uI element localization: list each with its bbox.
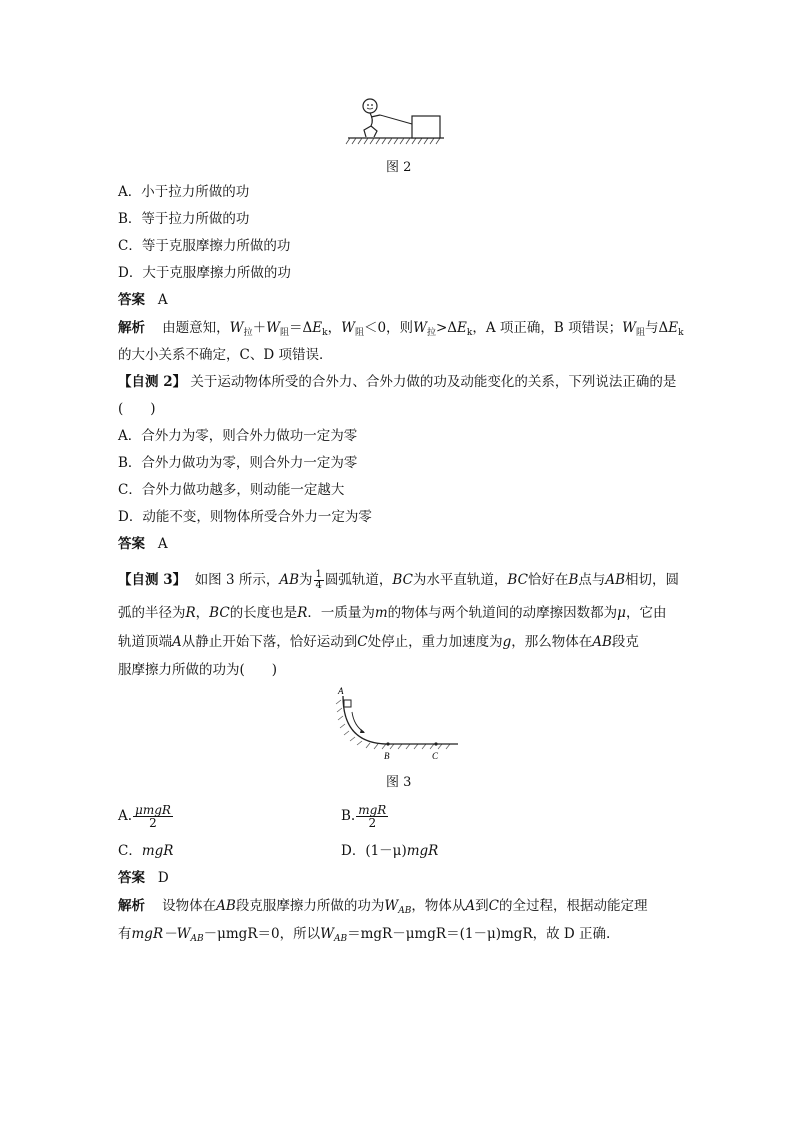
question-text: ，它由: [625, 605, 667, 621]
question-3-line-1: [118, 568, 679, 592]
fraction-denominator: 2: [368, 816, 377, 830]
question-tag: 【自测 3】: [118, 572, 187, 588]
q3-option-a: [118, 797, 174, 835]
math-expr: ＝mgR－μmgR＝(1－μ)mgR: [347, 926, 533, 942]
analysis-3-line-2: [118, 925, 610, 948]
analysis-text: ＜0，则: [363, 320, 414, 336]
analysis-text: ，A 项正确，B 项错误；: [472, 320, 623, 336]
fraction-b: [356, 804, 388, 829]
math-sub: AB: [398, 906, 412, 916]
math-w: W: [266, 320, 280, 336]
math-bc: BC: [507, 572, 528, 588]
question-text: 段克: [611, 634, 639, 650]
math-e: E: [457, 320, 467, 336]
question-text: 为水平直轨道，: [412, 572, 508, 588]
question-text: 点与: [578, 572, 606, 588]
math-r: R: [297, 605, 308, 621]
answer-3: [118, 869, 169, 887]
math-w: W: [341, 320, 355, 336]
question-text: ，那么物体在: [511, 634, 593, 650]
analysis-1-line-1: 解析 由题意知，$W_拉+W_阻=\Delta E_k$，$W_阻<0$，则$W_拉>\Delta E_k$，A 项正确，B 项错误；$W_阻$与$\Delta E_k$: [118, 320, 684, 338]
option-prefix: A.: [118, 808, 133, 824]
label-c: C: [432, 751, 439, 761]
option-a: A．小于拉力所做的功: [118, 184, 250, 200]
answer-1: [118, 291, 168, 309]
math-w: W: [320, 926, 334, 942]
math-bc: BC: [392, 572, 413, 588]
math-g: g: [502, 634, 512, 650]
question-3-line-3: [118, 633, 639, 651]
math-b: B: [568, 572, 579, 588]
math-ab: AB: [216, 898, 236, 914]
math-c: C: [357, 634, 368, 650]
fraction-denominator: 4: [315, 580, 322, 591]
math-e: E: [312, 320, 323, 336]
question-text: 关于运动物体所受的合外力、合外力做的功及动能变化的关系，下列说法正确的是: [190, 374, 677, 390]
fraction-numerator: μmgR: [135, 803, 171, 817]
math-bc: BC: [209, 605, 230, 621]
question-3-line-2: [118, 604, 666, 622]
figure-3-drawing: [328, 686, 462, 764]
math-w: W: [413, 320, 427, 336]
analysis-text: 有: [118, 926, 132, 942]
math-w: W: [384, 898, 399, 914]
math-sub: k: [466, 328, 473, 338]
question-text: ．一质量为: [307, 605, 375, 621]
fraction-quarter: [314, 570, 324, 591]
analysis-label: 解析: [118, 898, 145, 914]
analysis-text: 的全过程，根据动能定理: [498, 898, 648, 914]
math-sub: k: [322, 328, 328, 338]
fraction-a: [133, 804, 173, 829]
question-text: 的物体与两个轨道间的动摩擦因数都为: [387, 605, 618, 621]
option-prefix: B.: [341, 808, 356, 824]
option-d: D．大于克服摩擦力所做的功: [118, 265, 291, 281]
q2-option-b: B．合外力做功为零，则合外力一定为零: [118, 455, 358, 471]
answer-label: 答案: [118, 292, 145, 308]
math-e: E: [668, 320, 679, 336]
option-prefix: C．: [118, 843, 142, 859]
answer-2: [118, 535, 168, 553]
option-value: (1－μ): [365, 843, 407, 859]
q2-option-c: C．合外力做功越多，则动能一定越大: [118, 482, 345, 498]
math-w: W: [229, 320, 244, 336]
question-text: 相切，圆: [625, 572, 680, 588]
math-op: >Δ: [435, 320, 458, 336]
math-sub: AB: [333, 934, 348, 944]
option-value: mgR: [406, 843, 439, 859]
math-sub: k: [678, 328, 684, 338]
math-op: ＝Δ: [288, 320, 313, 336]
math-op: ＋: [252, 320, 267, 336]
answer-value: D: [157, 870, 169, 886]
option-c: C．等于克服摩擦力所做的功: [118, 238, 291, 254]
question-text: 处停止，重力加速度为: [367, 634, 503, 650]
figure-2-drawing: [340, 96, 446, 148]
analysis-3-line-1: [118, 897, 647, 920]
analysis-label: 解析: [118, 320, 145, 336]
analysis-text: 到: [475, 898, 489, 914]
math-a: A: [172, 634, 182, 650]
q3-option-c: [118, 842, 173, 860]
answer-value: A: [157, 292, 168, 308]
question-text: ，: [195, 605, 210, 621]
question-text: 为: [299, 572, 313, 588]
option-value: mgR: [141, 843, 174, 859]
q2-option-d: D．动能不变，则物体所受合外力一定为零: [118, 509, 372, 525]
question-3-line-4: 服摩擦力所做的功为( ): [118, 662, 278, 678]
q3-option-b: [341, 797, 389, 835]
math-sub: 拉: [243, 328, 253, 338]
label-a: A: [338, 686, 344, 696]
question-text: 从静止开始下落，恰好运动到: [181, 634, 358, 650]
figure-2-caption: 图 2: [386, 160, 412, 175]
question-text: 的长度也是: [229, 605, 298, 621]
option-b: B．等于拉力所做的功: [118, 211, 250, 227]
question-2-paren: ( ): [118, 401, 156, 417]
question-2-stem: [118, 373, 676, 391]
analysis-text: 设物体在: [162, 898, 217, 914]
question-text: 如图 3 所示，: [194, 572, 280, 588]
answer-label: 答案: [118, 870, 145, 886]
math-c: C: [488, 898, 499, 914]
fraction-denominator: 2: [149, 816, 157, 830]
math-sub: 阻: [354, 328, 364, 338]
math-ab: AB: [605, 572, 626, 588]
q3-option-d: [341, 842, 438, 860]
q2-option-a: A．合外力为零，则合外力做功一定为零: [118, 428, 358, 444]
question-tag: 【自测 2】: [118, 374, 187, 390]
analysis-text: ，故 D 正确.: [532, 926, 611, 942]
math-mu: μ: [617, 605, 626, 621]
analysis-1-line-2: 的大小关系不确定，C、D 项错误．: [118, 347, 333, 363]
analysis-text: 段克服摩擦力所做的功为: [235, 898, 385, 914]
answer-label: 答案: [118, 536, 145, 552]
analysis-text: ，物体从: [411, 898, 466, 914]
math-sub: 拉: [426, 328, 436, 338]
math-a: A: [465, 898, 476, 914]
fraction-numerator: 1: [315, 569, 322, 580]
analysis-text: 由题意知，: [162, 320, 230, 336]
fraction-numerator: mgR: [358, 803, 387, 817]
answer-value: A: [157, 536, 168, 552]
math-r: R: [185, 605, 196, 621]
question-text: 弧的半径为: [118, 605, 186, 621]
question-text: 圆弧轨道，: [324, 572, 393, 588]
question-text: 轨道顶端: [118, 634, 172, 650]
question-text: 恰好在: [527, 572, 569, 588]
math-m: m: [374, 605, 388, 621]
label-b: B: [384, 751, 390, 761]
option-prefix: D．: [341, 843, 366, 859]
figure-3-caption: 图 3: [386, 775, 412, 790]
math-sub: AB: [190, 934, 204, 944]
math-expr: －μmgR＝0，所以: [203, 926, 321, 942]
math-w: W: [622, 320, 637, 336]
math-sub: 阻: [279, 328, 289, 338]
math-sub: 阻: [636, 328, 646, 338]
analysis-text: 与Δ: [645, 320, 669, 336]
math-expr: mgR－W: [131, 926, 191, 942]
math-ab: AB: [592, 634, 612, 650]
math-ab: AB: [279, 572, 300, 588]
